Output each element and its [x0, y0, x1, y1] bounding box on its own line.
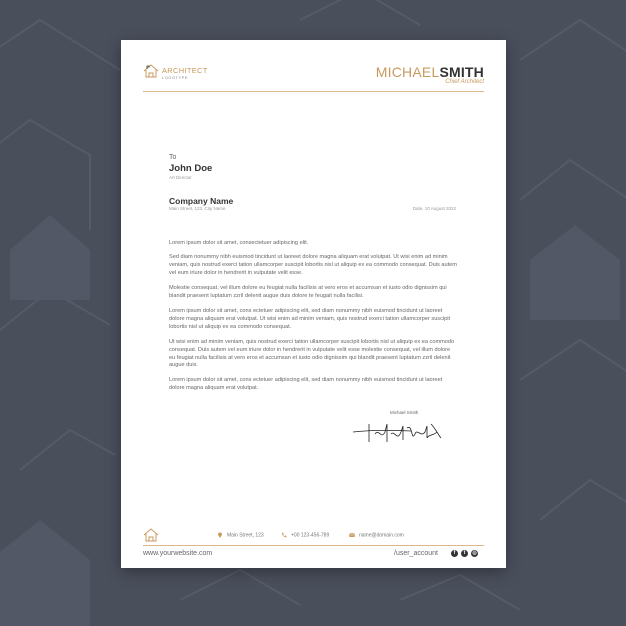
letterhead-page	[121, 40, 506, 568]
sender-first-name: MICHAEL	[375, 64, 440, 80]
footer-email-text: name@domain.com	[359, 532, 404, 539]
recipient-title: Art Director	[169, 175, 192, 180]
company-address: Main Street, 123, City Name	[169, 206, 226, 211]
footer-phone-text: +00 123-456-789	[291, 532, 330, 539]
sender-name	[376, 64, 484, 80]
company-name: Company Name	[169, 196, 234, 206]
user-account-handle[interactable]: /user_account	[394, 550, 438, 557]
sender-role: Chief Architect	[445, 79, 484, 85]
recipient-name: John Doe	[169, 163, 213, 174]
body-paragraph: Lorem ipsum dolor sit amet, cons ectetuer adipiscing elit, sed diam nonummy nibh euismod tincidunt ut laoreet dolore magna aliquam erat volutpat.	[169, 377, 443, 391]
letter-date: Date, 10 August 2022	[412, 206, 456, 211]
house-logo-icon	[143, 64, 159, 78]
footer-email	[349, 532, 404, 538]
footer-divider	[143, 545, 484, 546]
body-paragraph: Ut wisi enim ad minim veniam, quis nostrud exerci tation ullamcorper suscipit lobortis nisl ut aliquip ex ea commodo consequat. Duis autem vel eum iriure dolor in hendrerit in vulputate velit esse molestie consequat, vel illum dolore eu feugiat nulla facilisis at vero eros et accumsan et iusto odio dignissim qui blandit praesent luptatum zzril delenit augue duis.	[169, 339, 455, 369]
handwritten-signature	[351, 418, 443, 448]
header-divider	[143, 91, 484, 92]
body-paragraph: Lorem ipsum dolor sit amet, cons ectetuer adipiscing elit, sed diam nonummy nibh euismod tincidunt ut laoreet dolore magna aliquam erat volutpat. Ut wisi enim ad minim veniam, quis nostrud exerci tation ullamcorper suscipit lobortis nisl ut aliquip ex ea commodo consequat.	[169, 308, 451, 330]
body-paragraph: Sed diam nonummy nibh euismod tincidunt ut laoreet dolore magna aliquam erat volutpat. Ut wisi enim ad minim veniam, quis nostrud exerci tation ullamcorper suscipit lobortis nisl ut aliquip ex ea commodo consequat. Duis autem vel eum iriure dolor in hendrerit in vulputate velit esse.	[169, 254, 457, 276]
envelope-icon	[349, 532, 355, 538]
logo-name: ARCHITECT	[162, 66, 208, 75]
facebook-icon[interactable]: f	[451, 550, 458, 557]
footer-address-text: Main Street, 123	[227, 532, 264, 539]
location-pin-icon	[217, 532, 223, 538]
phone-icon	[281, 532, 287, 538]
website-link[interactable]: www.yourwebsite.com	[143, 550, 213, 557]
body-paragraph: Lorem ipsum dolor sit amet, consectetuer adipiscing elit.	[169, 240, 309, 246]
to-label: To	[169, 154, 177, 161]
footer-house-logo-icon	[143, 528, 159, 542]
instagram-icon[interactable]: ◎	[472, 550, 477, 556]
twitter-icon[interactable]: t	[461, 550, 468, 557]
body-paragraph: Molestie consequat, vel illum dolore eu feugiat nulla facilisis at vero eros et accumsan et iusto odio dignissim qui blandit praesent luptatum zzril delenit augue duis dolore te feugait nulla facilisi.	[169, 285, 447, 299]
footer-address	[217, 532, 264, 538]
logo-subtitle: LOGOTYPE	[162, 75, 189, 80]
footer-phone	[281, 532, 329, 538]
signature-name: Michael Smith	[390, 410, 419, 415]
sender-last-name: SMITH	[439, 64, 484, 80]
